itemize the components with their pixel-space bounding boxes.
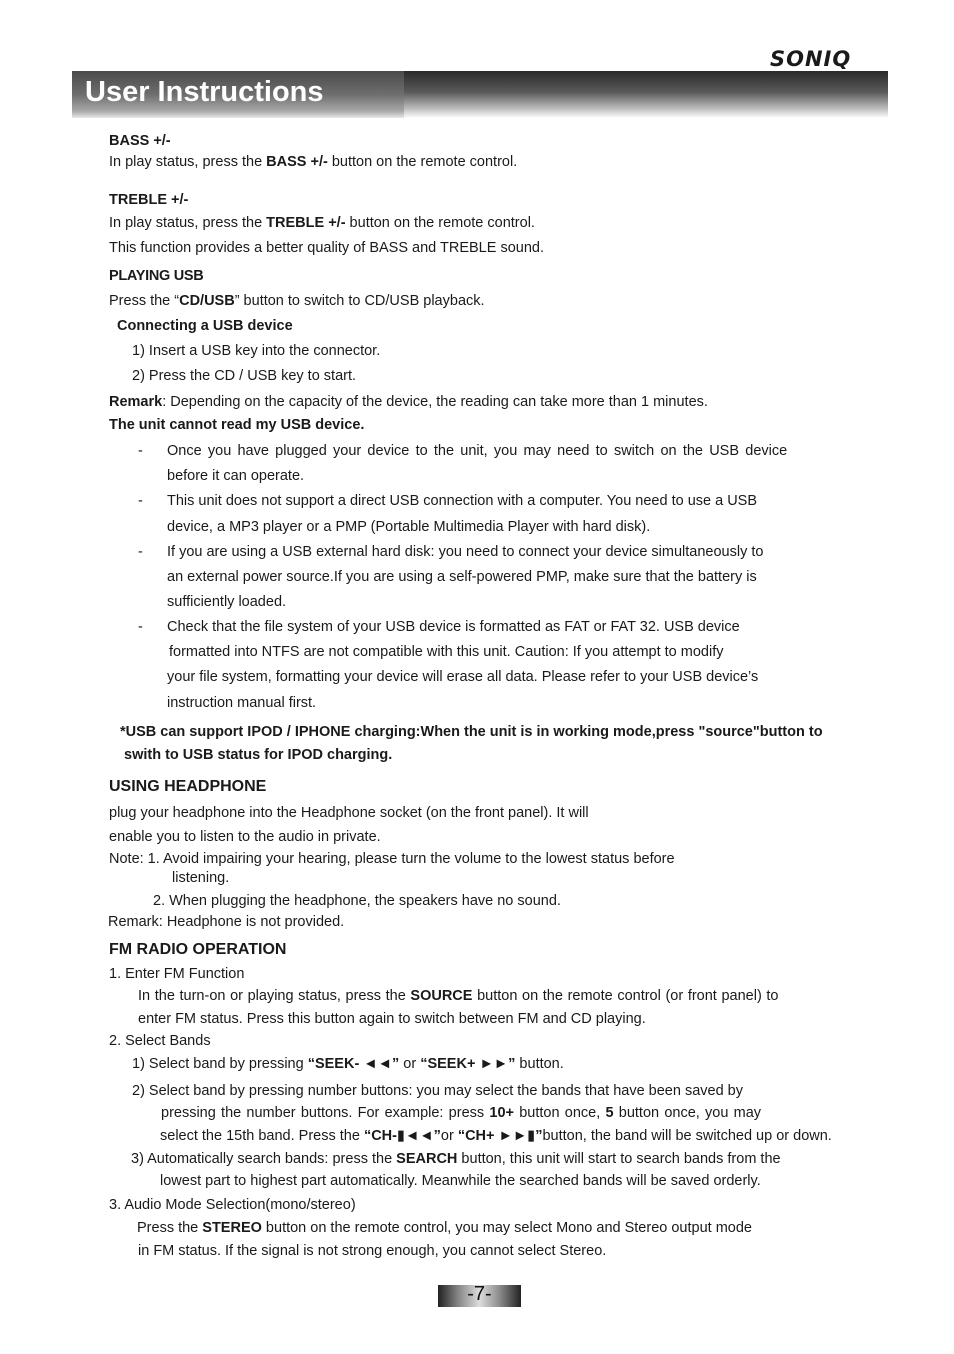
bullet-4-line-1: Check that the file system of your USB device is formatted as FAT or FAT 32. USB device xyxy=(167,619,740,635)
bullet-4-line-4: instruction manual first. xyxy=(167,695,317,711)
brand-logo: SONIQ xyxy=(770,47,852,71)
bullet-2-line-1: This unit does not support a direct USB connection with a computer. You need to use a USB xyxy=(167,493,758,509)
usb-heading: PLAYING USB xyxy=(109,268,204,284)
usb-step-2: 2) Press the CD / USB key to start. xyxy=(132,368,357,384)
usb-remark: Remark: Depending on the capacity of the device, the reading can take more than 1 minutes. xyxy=(109,394,708,410)
bullet-3-line-3: sufficiently loaded. xyxy=(167,594,287,610)
headphone-heading: USING HEADPHONE xyxy=(109,778,267,795)
fm-heading: FM RADIO OPERATION xyxy=(109,941,287,958)
bullet-1-line-1: Once you have plugged your device to the unit, you may need to switch on the USB device xyxy=(167,443,788,459)
fm-item-3-line-2: in FM status. If the signal is not strong enough, you cannot select Stereo. xyxy=(138,1243,607,1259)
usb-cannot-heading: The unit cannot read my USB device. xyxy=(109,417,365,433)
usb-press-text: Press the “CD/USB” button to switch to CD/USB playback. xyxy=(109,293,485,309)
bullet-2-line-2: device, a MP3 player or a PMP (Portable Multimedia Player with hard disk). xyxy=(167,519,651,535)
fm-sub-1: 1) Select band by pressing “SEEK- ◄◄” or “SEEK+ ►►” button. xyxy=(132,1056,564,1072)
bullet-dash: - xyxy=(138,544,143,560)
bullet-3-line-2: an external power source.If you are using a self-powered PMP, make sure that the battery is xyxy=(167,569,757,585)
headphone-remark: Remark: Headphone is not provided. xyxy=(108,914,345,930)
fm-item-1-title: 1. Enter FM Function xyxy=(109,966,245,982)
fm-item-3-title: 3. Audio Mode Selection(mono/stereo) xyxy=(109,1197,356,1213)
fm-sub-2-line-2: pressing the number buttons. For example: press 10+ button once, 5 button once, you may xyxy=(161,1105,762,1121)
treble-note: This function provides a better quality of BASS and TREBLE sound. xyxy=(109,240,544,256)
bullet-dash: - xyxy=(138,493,143,509)
bass-heading: BASS +/- xyxy=(109,133,171,149)
bullet-4-line-2: formatted into NTFS are not compatible with this unit. Caution: If you attempt to modify xyxy=(169,644,724,660)
headphone-note-2: 2. When plugging the headphone, the speakers have no sound. xyxy=(153,893,561,909)
fm-item-1-line-1: In the turn-on or playing status, press the SOURCE button on the remote control (or front panel) to xyxy=(138,988,779,1004)
fm-sub-3-line-2: lowest part to highest part automatically. Meanwhile the searched bands will be saved orderly. xyxy=(160,1173,761,1189)
page-number: -7- xyxy=(467,1283,492,1305)
treble-heading: TREBLE +/- xyxy=(109,192,189,208)
fm-item-2-title: 2. Select Bands xyxy=(109,1033,211,1049)
bullet-dash: - xyxy=(138,619,143,635)
usb-step-1: 1) Insert a USB key into the connector. xyxy=(132,343,381,359)
treble-text: In play status, press the TREBLE +/- button on the remote control. xyxy=(109,215,535,231)
fm-sub-3-line-1: 3) Automatically search bands: press the SEARCH button, this unit will start to search bands from the xyxy=(131,1151,781,1167)
headphone-line-2: enable you to listen to the audio in private. xyxy=(109,829,381,845)
headphone-note-1-cont: listening. xyxy=(172,870,230,886)
fm-item-3-line-1: Press the STEREO button on the remote control, you may select Mono and Stereo output mode xyxy=(137,1220,752,1236)
ipod-note-line-1: *USB can support IPOD / IPHONE charging:When the unit is in working mode,press "source"button to xyxy=(120,724,823,740)
fm-item-1-line-2: enter FM status. Press this button again to switch between FM and CD playing. xyxy=(138,1011,646,1027)
bullet-1-line-2: before it can operate. xyxy=(167,468,305,484)
bullet-4-line-3: your file system, formatting your device will erase all data. Please refer to your USB device’s xyxy=(167,669,759,685)
bullet-dash: - xyxy=(138,443,143,459)
bullet-3-line-1: If you are using a USB external hard disk: you need to connect your device simultaneously to xyxy=(167,544,764,560)
bass-text: In play status, press the BASS +/- button on the remote control. xyxy=(109,154,518,170)
headphone-line-1: plug your headphone into the Headphone socket (on the front panel). It will xyxy=(109,805,589,821)
page-title: User Instructions xyxy=(85,76,324,108)
fm-sub-2-line-3: select the 15th band. Press the “CH-▮◄◄”or “CH+ ►►▮”button, the band will be switched up or down. xyxy=(160,1128,832,1144)
usb-connecting-heading: Connecting a USB device xyxy=(117,318,293,334)
fm-sub-2-line-1: 2) Select band by pressing number buttons: you may select the bands that have been saved by xyxy=(132,1083,743,1099)
ipod-note-line-2: swith to USB status for IPOD charging. xyxy=(124,747,393,763)
headphone-note-1: Note: 1. Avoid impairing your hearing, please turn the volume to the lowest status before xyxy=(109,851,675,867)
